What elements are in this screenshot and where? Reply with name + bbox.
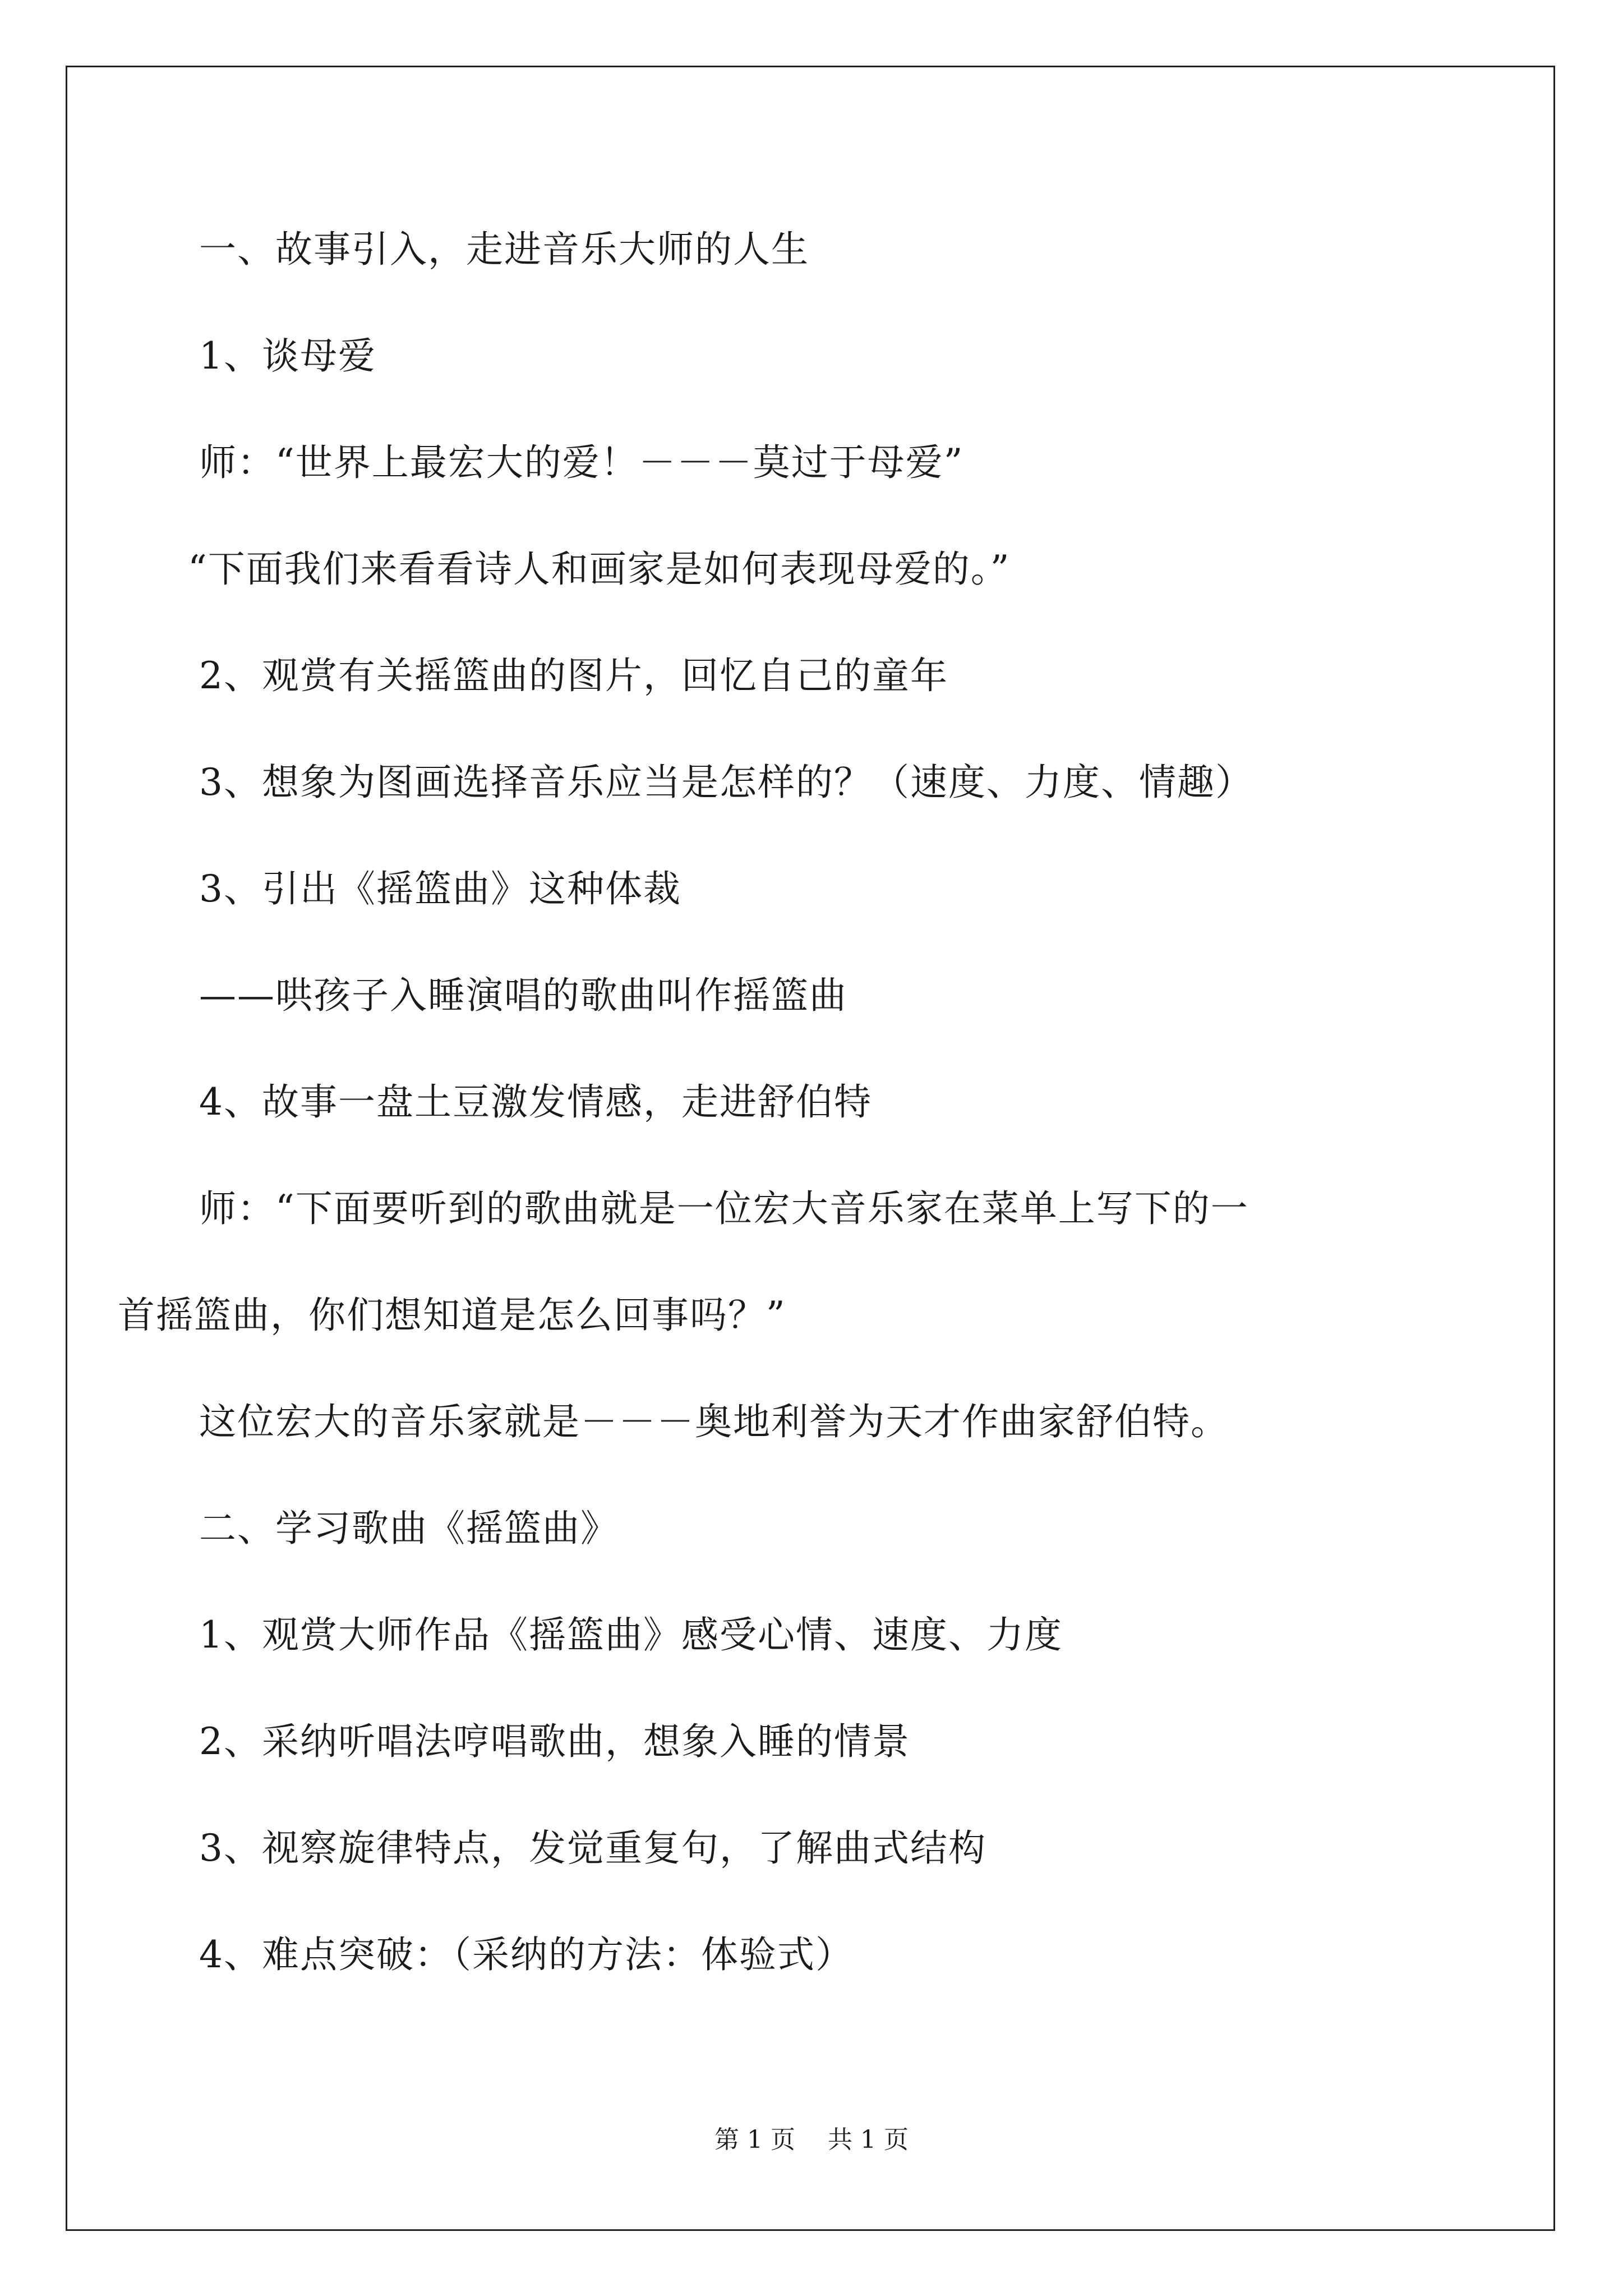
page-border [66, 66, 1555, 2231]
page-footer [0, 2123, 1623, 2157]
list-item: 3、引出《摇篮曲》这种体裁 [199, 867, 681, 910]
paragraph: 师：“世界上最宏大的爱！－－－莫过于母爱” [199, 441, 964, 484]
section-heading-1: 一、故事引入，走进音乐大师的人生 [199, 228, 809, 271]
paragraph: ——哄孩子入睡演唱的歌曲叫作摇篮曲 [199, 974, 847, 1017]
list-item: 3、视察旋律特点，发觉重复句，了解曲式结构 [199, 1826, 986, 1870]
list-item: 2、观赏有关摇篮曲的图片，回忆自己的童年 [199, 654, 948, 697]
paragraph: “下面我们来看看诗人和画家是如何表现母爱的。” [188, 547, 1011, 591]
list-item: 3、想象为图画选择音乐应当是怎样的？（速度、力度、情趣） [199, 761, 1253, 804]
page-total: 共 1 页 [828, 2125, 909, 2154]
paragraph: 这位宏大的音乐家就是－－－奥地利誉为天才作曲家舒伯特。 [199, 1400, 1229, 1443]
list-item: 4、故事一盘土豆激发情感，走进舒伯特 [199, 1080, 872, 1124]
list-item: 1、谈母爱 [199, 334, 376, 378]
page-number: 第 1 页 [714, 2125, 795, 2154]
paragraph-continuation: 首摇篮曲，你们想知道是怎么回事吗？” [118, 1294, 786, 1337]
list-item: 1、观赏大师作品《摇篮曲》感受心情、速度、力度 [199, 1613, 1063, 1657]
section-heading-2: 二、学习歌曲《摇篮曲》 [199, 1507, 619, 1550]
list-item: 4、难点突破：（采纳的方法：体验式） [199, 1933, 854, 1976]
paragraph: 师：“下面要听到的歌曲就是一位宏大音乐家在菜单上写下的一 [199, 1187, 1249, 1230]
list-item: 2、采纳听唱法哼唱歌曲，想象入睡的情景 [199, 1720, 910, 1763]
